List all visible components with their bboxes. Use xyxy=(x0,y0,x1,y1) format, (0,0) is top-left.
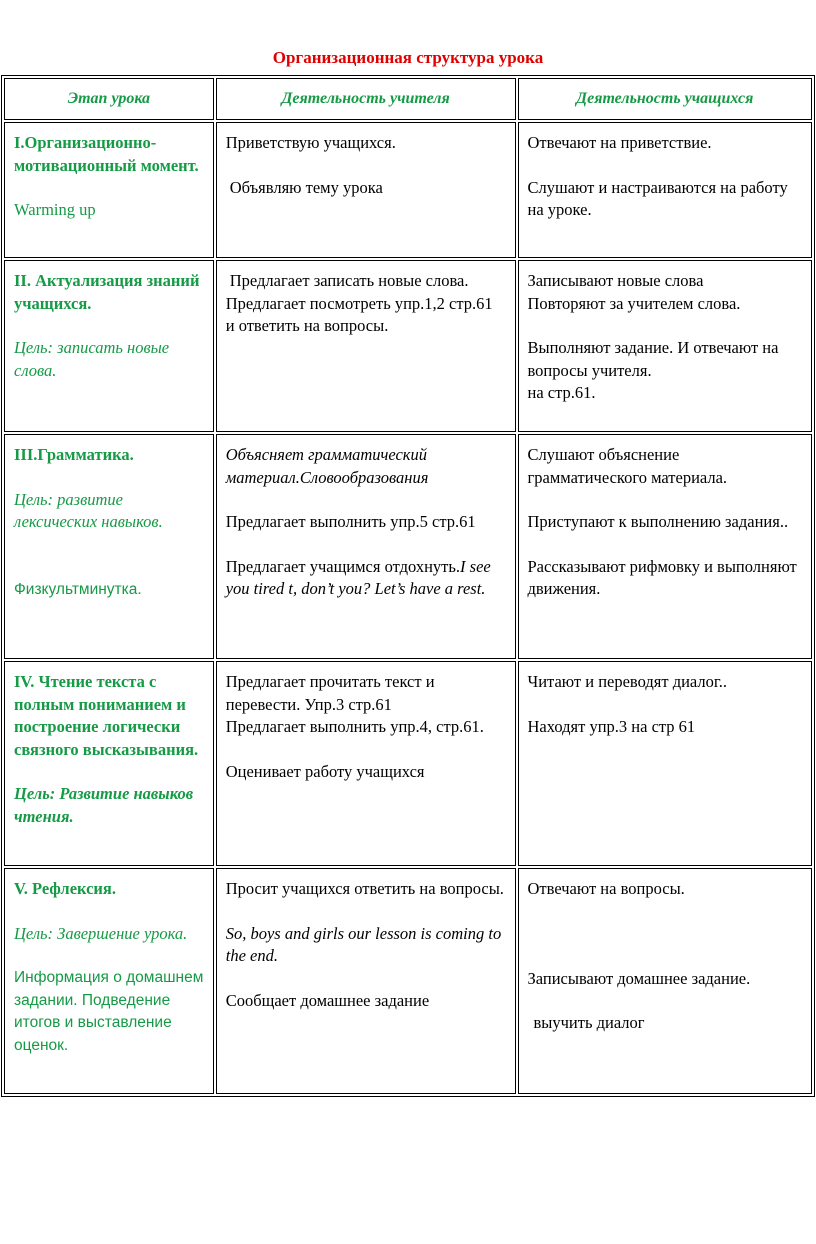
teacher-text: Оценивает работу учащихся xyxy=(225,761,425,781)
teacher-text: Предлагает записать новые слова. xyxy=(229,271,469,290)
stage-title: III.Грамматика. xyxy=(14,445,134,464)
stage-cell xyxy=(4,122,214,258)
stage-title: II. Актуализация знаний учащихся. xyxy=(14,271,200,313)
students-text: Повторяют за учителем слова. xyxy=(527,293,741,313)
stage-title: V. Рефлексия. xyxy=(14,879,116,898)
teacher-cell xyxy=(216,661,516,866)
teacher-cell xyxy=(216,868,516,1094)
stage-note: Информация о домашнем задании. Подведение итогов и выставление оценок. xyxy=(14,969,204,1054)
stage-cell xyxy=(4,260,214,432)
students-text: Отвечают на приветствие. xyxy=(527,133,712,152)
students-text: Приступают к выполнению задания.. xyxy=(527,512,789,531)
stage-title: I.Организационно-мотивационный момент. xyxy=(14,133,199,175)
teacher-text: Предлагает прочитать текст и перевести. Упр.3 стр.61 xyxy=(225,672,435,714)
students-text: Записывают домашнее задание. xyxy=(527,968,751,988)
table-row xyxy=(4,122,812,258)
students-text: выучить диалог xyxy=(533,1013,645,1032)
students-text: Отвечают на вопросы. xyxy=(527,879,685,898)
stage-note: Физкультминутка. xyxy=(14,580,142,598)
teacher-text: Сообщает домашнее задание xyxy=(225,990,430,1010)
table-header-row xyxy=(4,78,812,120)
stage-goal: Цель: записать новые слова. xyxy=(14,338,170,380)
table-row xyxy=(4,868,812,1094)
header-students: Деятельность учащихся xyxy=(518,78,813,120)
stage-cell xyxy=(4,661,214,866)
stage-note: Warming up xyxy=(14,200,96,219)
stage-goal: Цель: Завершение урока. xyxy=(14,923,188,943)
teacher-cell xyxy=(216,434,516,659)
students-text: Рассказывают рифмовку и выполняют движения. xyxy=(527,556,797,598)
header-teacher: Деятельность учителя xyxy=(216,78,516,120)
students-text: Читают и переводят диалог.. xyxy=(527,672,728,691)
students-text: Слушают и настраиваются на работу на уроке. xyxy=(527,177,788,219)
students-cell xyxy=(518,122,813,258)
table-row xyxy=(4,661,812,866)
students-text: Записывают новые слова xyxy=(527,271,704,290)
stage-goal: Цель: Развитие навыков чтения. xyxy=(14,784,194,826)
students-cell xyxy=(518,868,813,1094)
teacher-text: Приветствую учащихся. xyxy=(225,133,396,152)
students-cell xyxy=(518,661,813,866)
students-text: Выполняют задание. И отвечают на вопросы учителя. xyxy=(527,338,779,380)
teacher-text xyxy=(226,556,506,601)
teacher-text: Предлагает выполнить упр.4, стр.61. xyxy=(225,717,484,736)
teacher-text-part: Предлагает учащимся отдохнуть. xyxy=(225,556,461,576)
teacher-text: Предлагает выполнить упр.5 стр.61 xyxy=(225,512,476,531)
page-title: Организационная структура урока xyxy=(272,48,544,67)
teacher-text: Предлагает посмотреть упр.1,2 стр.61 и ответить на вопросы. xyxy=(225,293,493,335)
header-stage: Этап урока xyxy=(4,78,214,120)
teacher-text: Объясняет грамматический материал.Словообразования xyxy=(225,445,429,487)
teacher-text: Объявляю тему урока xyxy=(229,177,383,197)
teacher-cell xyxy=(216,260,516,432)
stage-cell xyxy=(4,868,214,1094)
stage-title: IV. Чтение текста с полным пониманием и построение логически связного высказывания. xyxy=(14,672,199,759)
teacher-english-phrase: I see you tired t, don’t you? Let’s have a rest. xyxy=(225,556,491,598)
students-text: Слушают объяснение грамматического материала. xyxy=(527,445,728,487)
students-cell xyxy=(518,260,813,432)
teacher-text: Просит учащихся ответить на вопросы. xyxy=(225,879,504,898)
teacher-cell xyxy=(216,122,516,258)
table-row xyxy=(4,434,812,659)
students-text: Находят упр.3 на стр 61 xyxy=(527,716,696,736)
students-cell xyxy=(518,434,813,659)
teacher-english-phrase: So, boys and girls our lesson is coming to the end. xyxy=(225,923,502,965)
stage-goal: Цель: развитие лексических навыков. xyxy=(14,489,163,531)
table-row xyxy=(4,260,812,432)
lesson-structure-table xyxy=(1,75,815,1097)
stage-cell xyxy=(4,434,214,659)
students-text: на стр.61. xyxy=(527,383,596,402)
